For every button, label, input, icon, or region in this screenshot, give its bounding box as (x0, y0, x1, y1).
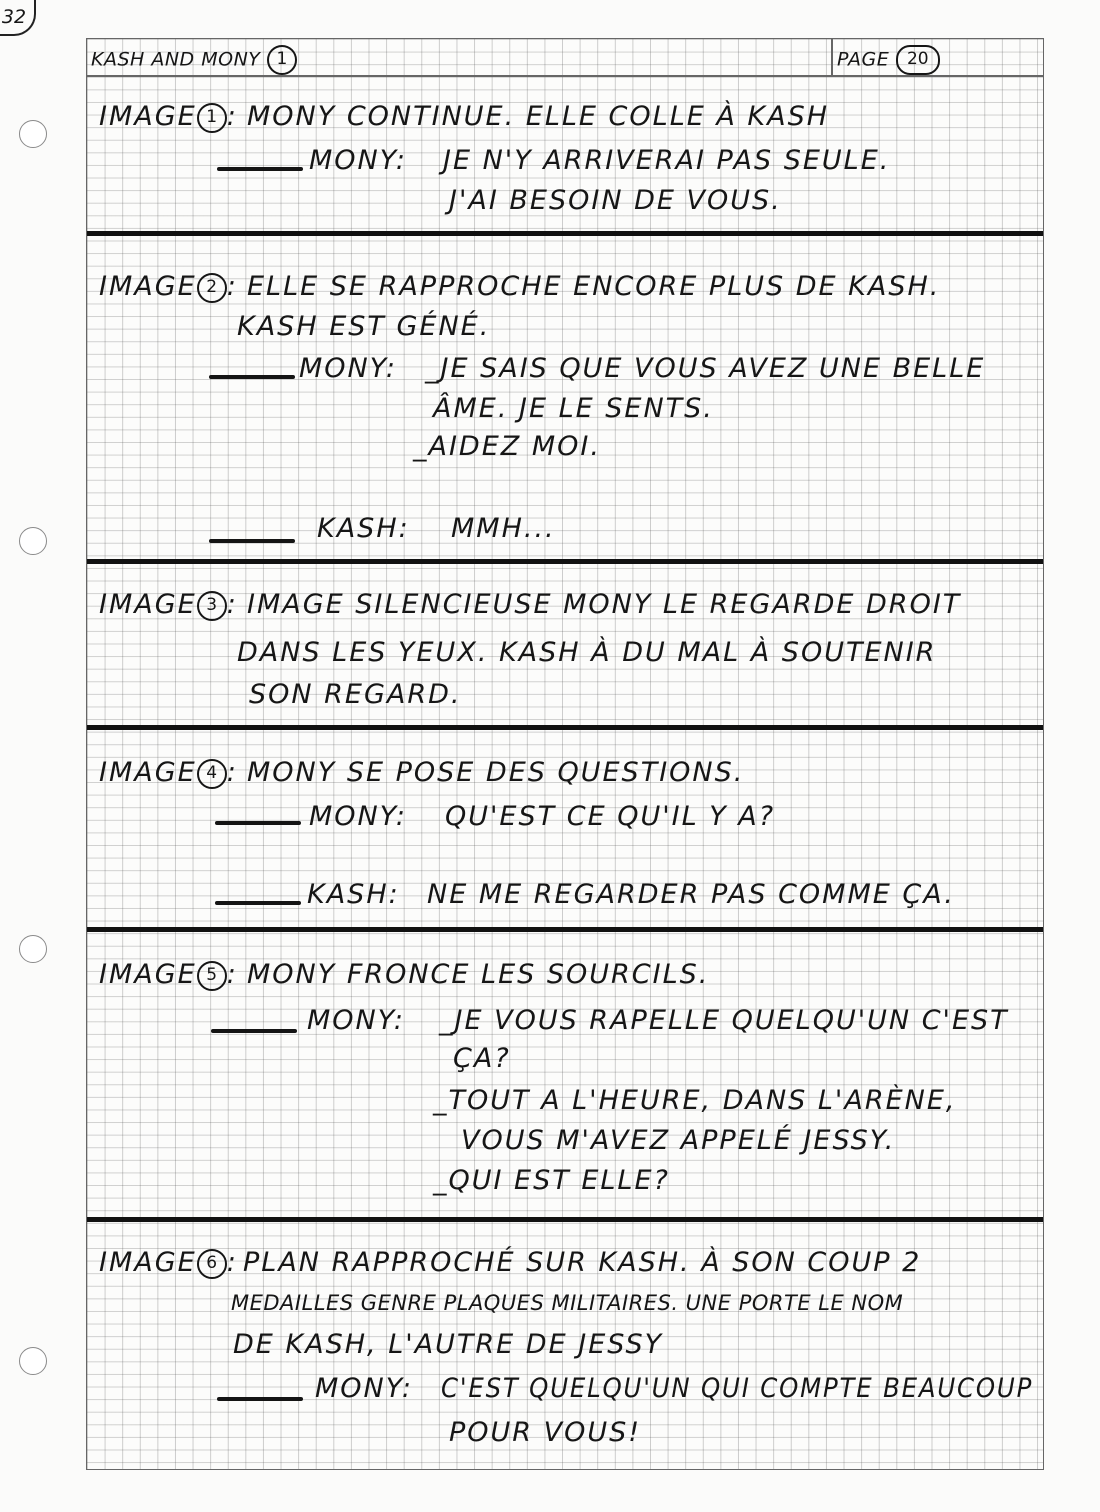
dialogue-line: _QUI EST ELLE? (433, 1165, 670, 1196)
panel-description: ELLE SE RAPPROCHE ENCORE PLUS DE KASH. (247, 271, 941, 302)
dialogue-line: J'AI BESOIN DE VOUS. (449, 185, 782, 216)
dialogue-speaker: MONY: (299, 353, 397, 384)
header-divider (831, 39, 833, 75)
dialogue-line: VOUS M'AVEZ APPELÉ JESSY. (461, 1125, 896, 1156)
dialogue-dash (215, 821, 301, 825)
panel-description: SON REGARD. (249, 679, 462, 710)
binder-hole (19, 935, 47, 963)
panel-description: MONY CONTINUE. ELLE COLLE À KASH (247, 101, 830, 132)
dialogue-dash (217, 167, 303, 171)
panel-separator (86, 725, 1044, 730)
panel-description: DE KASH, L'AUTRE DE JESSY (233, 1329, 664, 1360)
panel-description: IMAGE SILENCIEUSE MONY LE REGARDE DROIT (247, 589, 962, 620)
panel-heading: IMAGE 3 : (99, 589, 238, 620)
panel-description: MEDAILLES GENRE PLAQUES MILITAIRES. UNE PORTE LE NOM (231, 1291, 904, 1315)
dialogue-speaker: MONY: (309, 145, 407, 176)
dialogue-line: POUR VOUS! (449, 1417, 642, 1448)
panel-description: PLAN RAPPROCHÉ SUR KASH. À SON COUP 2 (243, 1247, 922, 1278)
dialogue-dash (215, 901, 301, 905)
binder-hole (19, 1347, 47, 1375)
panel-description: MONY SE POSE DES QUESTIONS. (247, 757, 745, 788)
panel-heading: IMAGE 1 : (99, 101, 238, 132)
panel-description: KASH EST GÉNÉ. (237, 311, 491, 342)
page-number-block (837, 45, 940, 75)
dialogue-dash (211, 1029, 297, 1033)
dialogue-speaker: MONY: (309, 801, 407, 832)
panel-description: MONY FRONCE LES SOURCILS. (247, 959, 710, 990)
script-title-block (91, 45, 297, 75)
panel-separator (86, 231, 1044, 236)
dialogue-line: _AIDEZ MOI. (413, 431, 601, 462)
panel-number: 4 (197, 759, 227, 789)
panel-heading: IMAGE 2 : (99, 271, 238, 302)
dialogue-line: ÇA? (453, 1043, 511, 1074)
script-title: KASH AND MONY (91, 48, 261, 71)
corner-page-number: 32 (0, 0, 36, 36)
dialogue-line: _JE SAIS QUE VOUS AVEZ UNE BELLE (425, 353, 986, 384)
page-number: 20 (896, 45, 940, 75)
header-rule (87, 75, 1043, 77)
page-label: PAGE (837, 48, 890, 71)
panel-number: 2 (197, 273, 227, 303)
panel-separator (86, 1217, 1044, 1222)
panel-separator (86, 559, 1044, 564)
grid-sheet (86, 38, 1044, 1470)
dialogue-speaker: MONY: (307, 1005, 405, 1036)
panel-heading: IMAGE 5 : (99, 959, 238, 990)
dialogue-dash (209, 539, 295, 543)
dialogue-speaker: KASH: (307, 879, 400, 910)
dialogue-dash (217, 1397, 303, 1401)
dialogue-line: _TOUT A L'HEURE, DANS L'ARÈNE, (433, 1085, 957, 1116)
dialogue-line: C'EST QUELQU'UN QUI COMPTE BEAUCOUP (441, 1373, 1034, 1404)
dialogue-line: ÂME. JE LE SENTS. (433, 393, 714, 424)
panel-number: 6 (197, 1249, 227, 1279)
binder-hole (19, 527, 47, 555)
dialogue-speaker: KASH: (317, 513, 410, 544)
panel-number: 1 (197, 103, 227, 133)
panel-number: 5 (197, 961, 227, 991)
dialogue-line: _JE VOUS RAPELLE QUELQU'UN C'EST (439, 1005, 1009, 1036)
dialogue-line: QU'EST CE QU'IL Y A? (445, 801, 776, 832)
panel-separator (86, 927, 1044, 932)
panel-heading: IMAGE 4 : (99, 757, 238, 788)
volume-number: 1 (267, 45, 297, 75)
dialogue-line: MMH... (451, 513, 556, 544)
dialogue-line: NE ME REGARDER PAS COMME ÇA. (427, 879, 955, 910)
panel-description: DANS LES YEUX. KASH À DU MAL À SOUTENIR (237, 637, 937, 668)
panel-heading: IMAGE 6 : (99, 1247, 238, 1278)
dialogue-line: JE N'Y ARRIVERAI PAS SEULE. (443, 145, 891, 176)
dialogue-dash (209, 375, 295, 379)
dialogue-speaker: MONY: (315, 1373, 413, 1404)
binder-hole (19, 120, 47, 148)
panel-number: 3 (197, 591, 227, 621)
